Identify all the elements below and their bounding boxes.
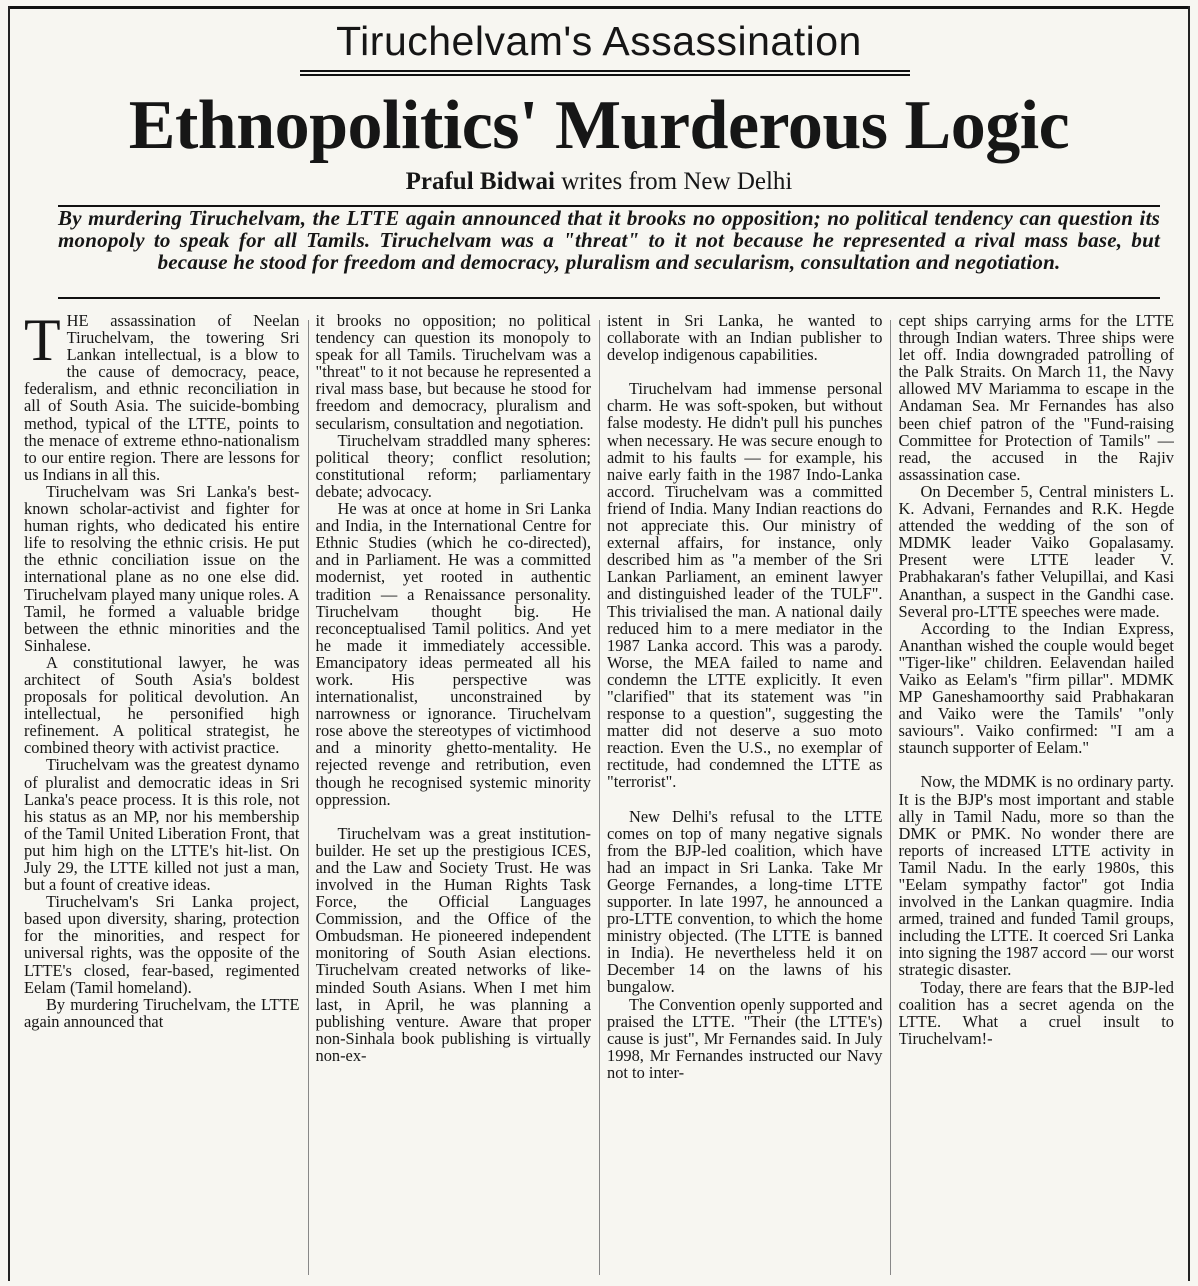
paragraph: cept ships carrying arms for the LTTE through Indian waters. Three ships were let off. India downgraded patrolling of the Palk Straits. On March 11, the Navy allowed MV Mariamma to escape in the Andaman Sea. Mr Fernandes has also been chief patron of the "Fund-raising Committee for Protection of Tamils" — read, the accused in the Rajiv assassination case. xyxy=(898,312,1174,484)
paragraph: THE assassination of Neelan Tiruchelvam, the towering Sri Lankan intellectual, is a blow to the cause of democracy, peace, federalism, and ethnic reconciliation in all of South Asia. The suicide-bombing method, typical of the LTTE, points to the menace of extreme ethno-nationalism to our entire region. There are lessons for us Indians in all this. xyxy=(24,312,300,484)
deck-rule-bottom xyxy=(58,297,1160,299)
headline: Ethnopolitics' Murderous Logic xyxy=(128,87,1070,164)
kicker-underline-2 xyxy=(300,74,910,76)
paragraph: He was at once at home in Sri Lanka and India, in the International Centre for Ethnic Studies (which he co-directed), and in Parliament. He was a committed modernist, yet rooted in authentic tradition — a Renaissance personality. Tiruchelvam thought big. He reconceptualised Tamil politics. And yet he made it immediately accessible. Emancipatory ideas permeated all his work. His perspective was internationalist, unconstrained by narrowness or ignorance. Tiruchelvam rose above the stereotypes of victimhood and a minority ghetto-mentality. He rejected revenge and retribution, even though he recognised systemic minority oppression. xyxy=(315,499,591,809)
article-body xyxy=(24,312,1174,1280)
paragraph: Tiruchelvam was Sri Lanka's best-known scholar-activist and fighter for human rights, who dedicated his entire life to resolving the ethnic crisis. He put the ethnic conciliation issue on the international plane as no one else did. Tiruchelvam played many unique roles. A Tamil, he formed a valuable bridge between the ethnic minorities and the Sinhalese. xyxy=(24,481,300,655)
article-column-3 xyxy=(607,312,883,1280)
article-column-2 xyxy=(316,312,592,1280)
byline xyxy=(0,168,1198,196)
paragraph: A constitutional lawyer, he was architect of South Asia's boldest proposals for political devolution. An intellectual, he personified high refinement. A political strategist, he combined theory with activist practice. xyxy=(24,652,300,758)
byline-author: Praful Bidwai xyxy=(405,168,555,195)
paragraph: Today, there are fears that the BJP-led coalition has a secret agenda on the LTTE. What a cruel insult to Tiruchelvam!- xyxy=(898,977,1174,1048)
paragraph: Tiruchelvam's Sri Lanka project, based upon diversity, sharing, protection for the minorities, and respect for universal rights, was the opposite of the LTTE's closed, fear-based, regimented Eelam (Tamil homeland). xyxy=(24,892,300,997)
paragraph: it brooks no opposition; no political tendency can question its monopoly to speak for all Tamils. Tiruchelvam was a "threat" to it not because he represented a rival mass base, but because he stood for freedom and democracy, pluralism and secularism, consultation and negotiation. xyxy=(315,312,591,433)
article-column-4 xyxy=(899,312,1175,1280)
top-border-rule xyxy=(8,6,1190,9)
paragraph: Tiruchelvam had immense personal charm. He was soft-spoken, but without false modesty. He didn't pull his punches when necessary. He was secure enough to admit to his faults — for example, his naive early faith in the 1987 Indo-Lanka accord. Tiruchelvam was a committed friend of India. Many Indian reactions do not appreciate this. Our ministry of external affairs, for instance, only described him as "a member of the Sri Lankan Parliament, an eminent lawyer and distinguished leader of the TULF". This trivialised the man. A national daily reduced him to a mere mediator in the 1987 Lanka accord. This was a parody. Worse, the MEA failed to name and condemn the LTTE explicitly. It even "clarified" that its statement was "in response to a question", suggesting the matter did not deserve a suo moto reaction. Even the U.S., no exemplar of rectitude, had condemned the LTTE as "terrorist". xyxy=(607,379,883,792)
article-column-1 xyxy=(24,312,300,1280)
paragraph: The Convention openly supported and praised the LTTE. "Their (the LTTE's) cause is just", Mr Fernandes said. In July 1998, Mr Fernandes instructed our Navy not to inter- xyxy=(607,994,883,1082)
kicker-heading: Tiruchelvam's Assassination xyxy=(336,18,862,64)
paragraph: According to the Indian Express, Ananthan wished the couple would beget "Tiger-like" children. Eelavendan hailed Vaiko as Eelam's "firm pillar". MDMK MP Ganeshamoorthy said Prabhakaran and Vaiko were the Tamils' "only saviours". Vaiko confirmed: "I am a staunch supporter of Eelam." xyxy=(898,618,1174,758)
paragraph: New Delhi's refusal to the LTTE comes on top of many negative signals from the BJP-led coalition, which have had an impact in Sri Lanka. Take Mr George Fernandes, a long-time LTTE supporter. In late 1997, he announced a pro-LTTE convention, to which the home ministry objected. (The LTTE is banned in India). He nevertheless held it on December 14 on the lawns of his bungalow. xyxy=(607,806,883,997)
paragraph: Tiruchelvam was the greatest dynamo of pluralist and democratic ideas in Sri Lanka's peace process. It is this role, not his status as an MP, nor his membership of the Tamil United Liberation Front, that put him high on the LTTE's hit-list. On July 29, the LTTE killed not just a man, but a fount of creative ideas. xyxy=(24,755,300,895)
paragraph: Tiruchelvam straddled many spheres: political theory; conflict resolution; constitutional reform; parliamentary debate; advocacy. xyxy=(315,430,591,501)
paragraph: On December 5, Central ministers L. K. Advani, Fernandes and R.K. Hegde attended the wedding of the son of MDMK leader Vaiko Gopalasamy. Present were LTTE leader V. Prabhakaran's father Velupillai, and Kasi Ananthan, a suspect in the Gandhi case. Several pro-LTTE speeches were made. xyxy=(898,481,1174,621)
paragraph: By murdering Tiruchelvam, the LTTE again announced that xyxy=(24,994,300,1031)
paragraph: Now, the MDMK is no ordinary party. It is the BJP's most important and stable ally in Tamil Nadu, more so than the DMK or PMK. No wonder there are reports of increased LTTE activity in Tamil Nadu. In the early 1980s, this "Eelam sympathy factor" got India involved in the Lankan quagmire. India armed, trained and funded Tamil groups, including the LTTE. It coerced Sri Lanka into signing the 1987 accord — our worst strategic disaster. xyxy=(898,772,1174,980)
kicker-underline xyxy=(300,70,910,72)
right-border-rule xyxy=(1188,6,1190,1281)
byline-location: writes from New Delhi xyxy=(554,168,793,195)
paragraph: Tiruchelvam was a great institution-builder. He set up the prestigious ICES, and the Law and Society Trust. He was involved in the Human Rights Task Force, the Official Languages Commission, and the Office of the Ombudsman. He pioneered independent monitoring of South Asian elections. Tiruchelvam created networks of like-minded South Asians. When I met him last, in April, he was planning a publishing venture. Aware that proper non-Sinhala book publishing is virtually non-ex- xyxy=(315,823,591,1065)
deck-summary: By murdering Tiruchelvam, the LTTE again announced that it brooks no opposition; no political tendency can question its monopoly to speak for all Tamils. Tiruchelvam was a "threat" to it not because he represented a rival mass base, but because he stood for freedom and democracy, pluralism and secularism, consultation and negotiation. xyxy=(58,206,1160,274)
drop-cap: T xyxy=(24,312,61,373)
left-border-rule xyxy=(8,6,10,1281)
paragraph: istent in Sri Lanka, he wanted to collaborate with an Indian publisher to develop indigenous capabilities. xyxy=(607,312,883,365)
